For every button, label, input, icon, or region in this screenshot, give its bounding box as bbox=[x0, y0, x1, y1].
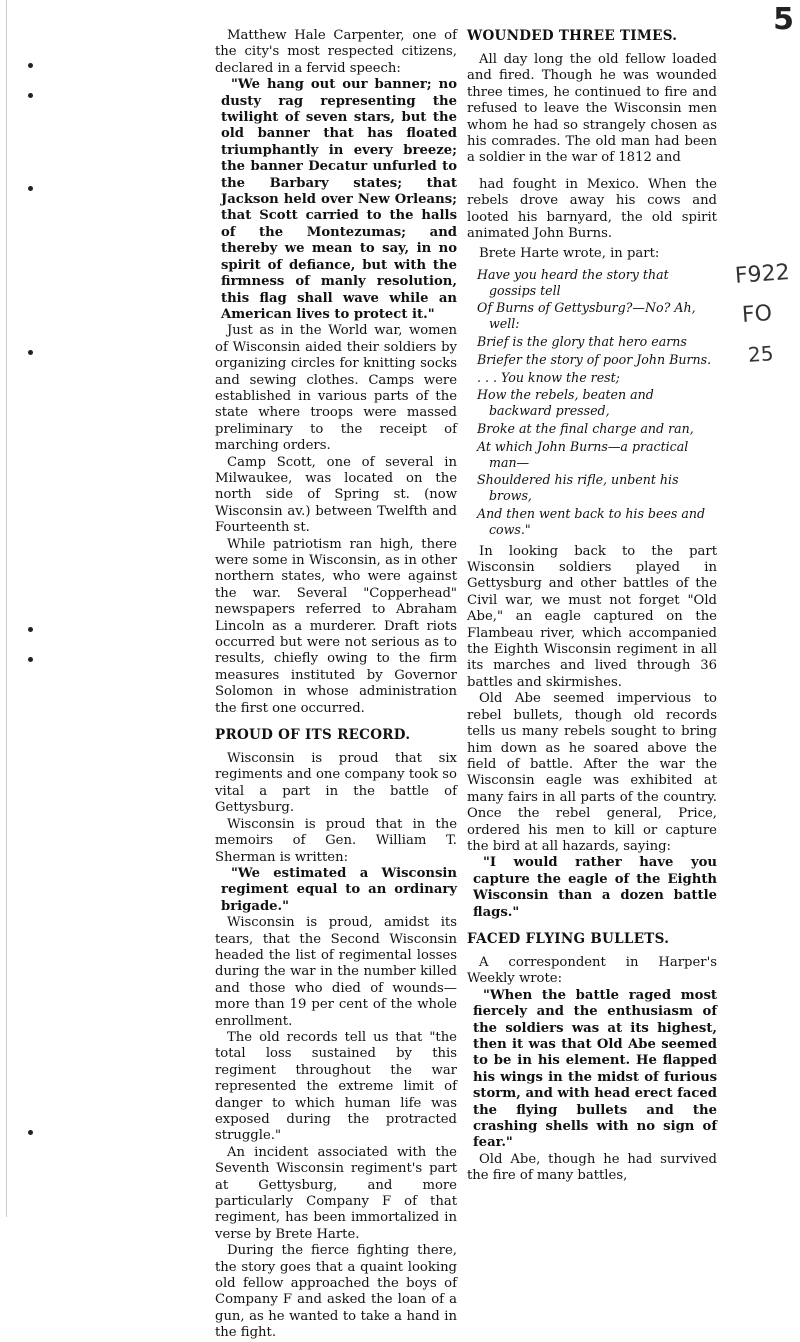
page-number: 5 bbox=[773, 2, 794, 37]
margin-dot bbox=[28, 627, 33, 632]
paragraph: Old Abe, though he had survived the fire of many battles, bbox=[467, 1151, 717, 1184]
scan-edge-line bbox=[6, 0, 7, 1217]
handwritten-note: FO bbox=[741, 300, 773, 329]
paragraph: Wisconsin is proud that six regiments and one company took so vital a part in the battle of Gettysburg. bbox=[215, 751, 457, 816]
paragraph: Matthew Hale Carpenter, one of the city's most respected citizens, declared in a fervid speech: bbox=[215, 28, 457, 76]
margin-dot bbox=[28, 93, 33, 98]
margin-dot bbox=[28, 350, 33, 355]
quote-paragraph: "When the battle raged most fiercely and the enthusiasm of the soldiers was at its highest, then it was that Old Abe seemed to be in his element. He flapped his wings in the midst of furious storm, and with head erect faced the flying bullets and the crashing shells with no sign of fear." bbox=[473, 987, 717, 1151]
poem-line: At which John Burns—a practical man— bbox=[477, 438, 689, 470]
margin-dot bbox=[28, 657, 33, 662]
section-heading: FACED FLYING BULLETS. bbox=[467, 930, 670, 947]
handwritten-note: F922 bbox=[734, 260, 791, 289]
paragraph: All day long the old fellow loaded and fired. Though he was wounded three times, he continued to fire and refused to leave the Wisconsin men whom he had so strangely chosen as his comrades. The old man had been a soldier in the war of 1812 and bbox=[467, 52, 717, 166]
paragraph: had fought in Mexico. When the rebels drove away his cows and looted his barnyard, the old spirit animated John Burns. bbox=[467, 176, 717, 242]
poem bbox=[477, 267, 717, 538]
paragraph: During the fierce fighting there, the story goes that a quaint looking old fellow approached the boys of Company F and asked the loan of a gun, as he wanted to take a hand in the fight. bbox=[215, 1243, 457, 1341]
paragraph: In looking back to the part Wisconsin soldiers played in Gettysburg and other battles of the Civil war, we must not forget "Old Abe," an eagle captured on the Flambeau river, which accompanied the Eighth Wisconsin regiment in all its marches and lived through 36 battles and skirmishes. bbox=[467, 543, 717, 690]
paragraph: Just as in the World war, women of Wisconsin aided their soldiers by organizing circles for knitting socks and sewing clothes. Camps were established in various parts of the state where troops were massed preliminary to the receipt of marching orders. bbox=[215, 323, 457, 454]
quote-paragraph: "I would rather have you capture the eagle of the Eighth Wisconsin than a dozen battle flags." bbox=[473, 855, 717, 920]
quote-paragraph: "We hang out our banner; no dusty rag representing the twilight of seven stars, but the old banner that has floated triumphantly in every breeze; the banner Decatur unfurled to the Barbary states; that Jackson held over New Orleans; that Scott carried to the halls of the Montezumas; and thereby we mean to say, in no spirit of defiance, but with the firmness of manly resolution, this flag shall wave while an American lives to protect it." bbox=[221, 77, 457, 322]
poem-line: . . . You know the rest; bbox=[477, 369, 620, 385]
paragraph: Wisconsin is proud, amidst its tears, that the Second Wisconsin headed the list of regimental losses during the war in the number killed and those who died of wounds—more than 19 per cent of the whole enrollment. bbox=[215, 915, 457, 1029]
paragraph: While patriotism ran high, there were some in Wisconsin, as in other northern states, who were against the war. Several "Copperhead" newspapers referred to Abraham Lincoln as a murderer. Draft riots occurred but were not serious as to results, chiefly owing to the firm measures instituted by Governor Solomon in whose administration the first one occurred. bbox=[215, 536, 457, 716]
poem-line: Of Burns of Gettysburg?—No? Ah, well: bbox=[477, 300, 696, 332]
poem-line: Have you heard the story that gossips tell bbox=[477, 266, 669, 298]
poem-line: Shouldered his rifle, unbent his brows, bbox=[477, 472, 679, 504]
paragraph: The old records tell us that "the total loss sustained by this regiment throughout the war represented the extreme limit of danger to which human life was exposed during the protracted struggle." bbox=[215, 1029, 457, 1144]
paragraph: Old Abe seemed impervious to rebel bullets, though old records tells us many rebels sought to bring him down as he soared above the field of battle. After the war the Wisconsin eagle was exhibited at many fairs in all parts of the country. Once the rebel general, Price, ordered his men to kill or capture the bird at all hazards, saying: bbox=[467, 691, 717, 854]
paragraph: Wisconsin is proud that in the memoirs of Gen. William T. Sherman is written: bbox=[215, 816, 457, 865]
handwritten-note: 25 bbox=[747, 341, 775, 367]
margin-dot bbox=[28, 63, 33, 68]
section-heading: WOUNDED THREE TIMES. bbox=[467, 28, 678, 44]
section-heading: PROUD OF ITS RECORD. bbox=[215, 727, 411, 744]
poem-line: Brief is the glory that hero earns bbox=[477, 334, 687, 350]
quote-paragraph: "We estimated a Wisconsin regiment equal to an ordinary brigade." bbox=[221, 865, 457, 914]
margin-dot bbox=[28, 186, 33, 191]
paragraph: A correspondent in Harper's Weekly wrote: bbox=[467, 954, 717, 987]
poem-line: Briefer the story of poor John Burns. bbox=[477, 351, 712, 367]
paragraph: An incident associated with the Seventh Wisconsin regiment's part at Gettysburg, and more particularly Company F of that regiment, has been immortalized in verse by Brete Harte. bbox=[215, 1144, 457, 1242]
right-column bbox=[467, 28, 717, 1185]
paragraph: Camp Scott, one of several in Milwaukee, was located on the north side of Spring st. (now Wisconsin av.) between Twelfth and Fourteenth st. bbox=[215, 454, 457, 536]
paragraph: Brete Harte wrote, in part: bbox=[479, 246, 660, 262]
margin-dot bbox=[28, 1130, 33, 1135]
poem-line: Broke at the final charge and ran, bbox=[477, 421, 694, 437]
left-column bbox=[215, 28, 457, 1342]
poem-line: How the rebels, beaten and backward pressed, bbox=[477, 387, 654, 419]
poem-line: And then went back to his bees and cows." bbox=[477, 506, 706, 537]
